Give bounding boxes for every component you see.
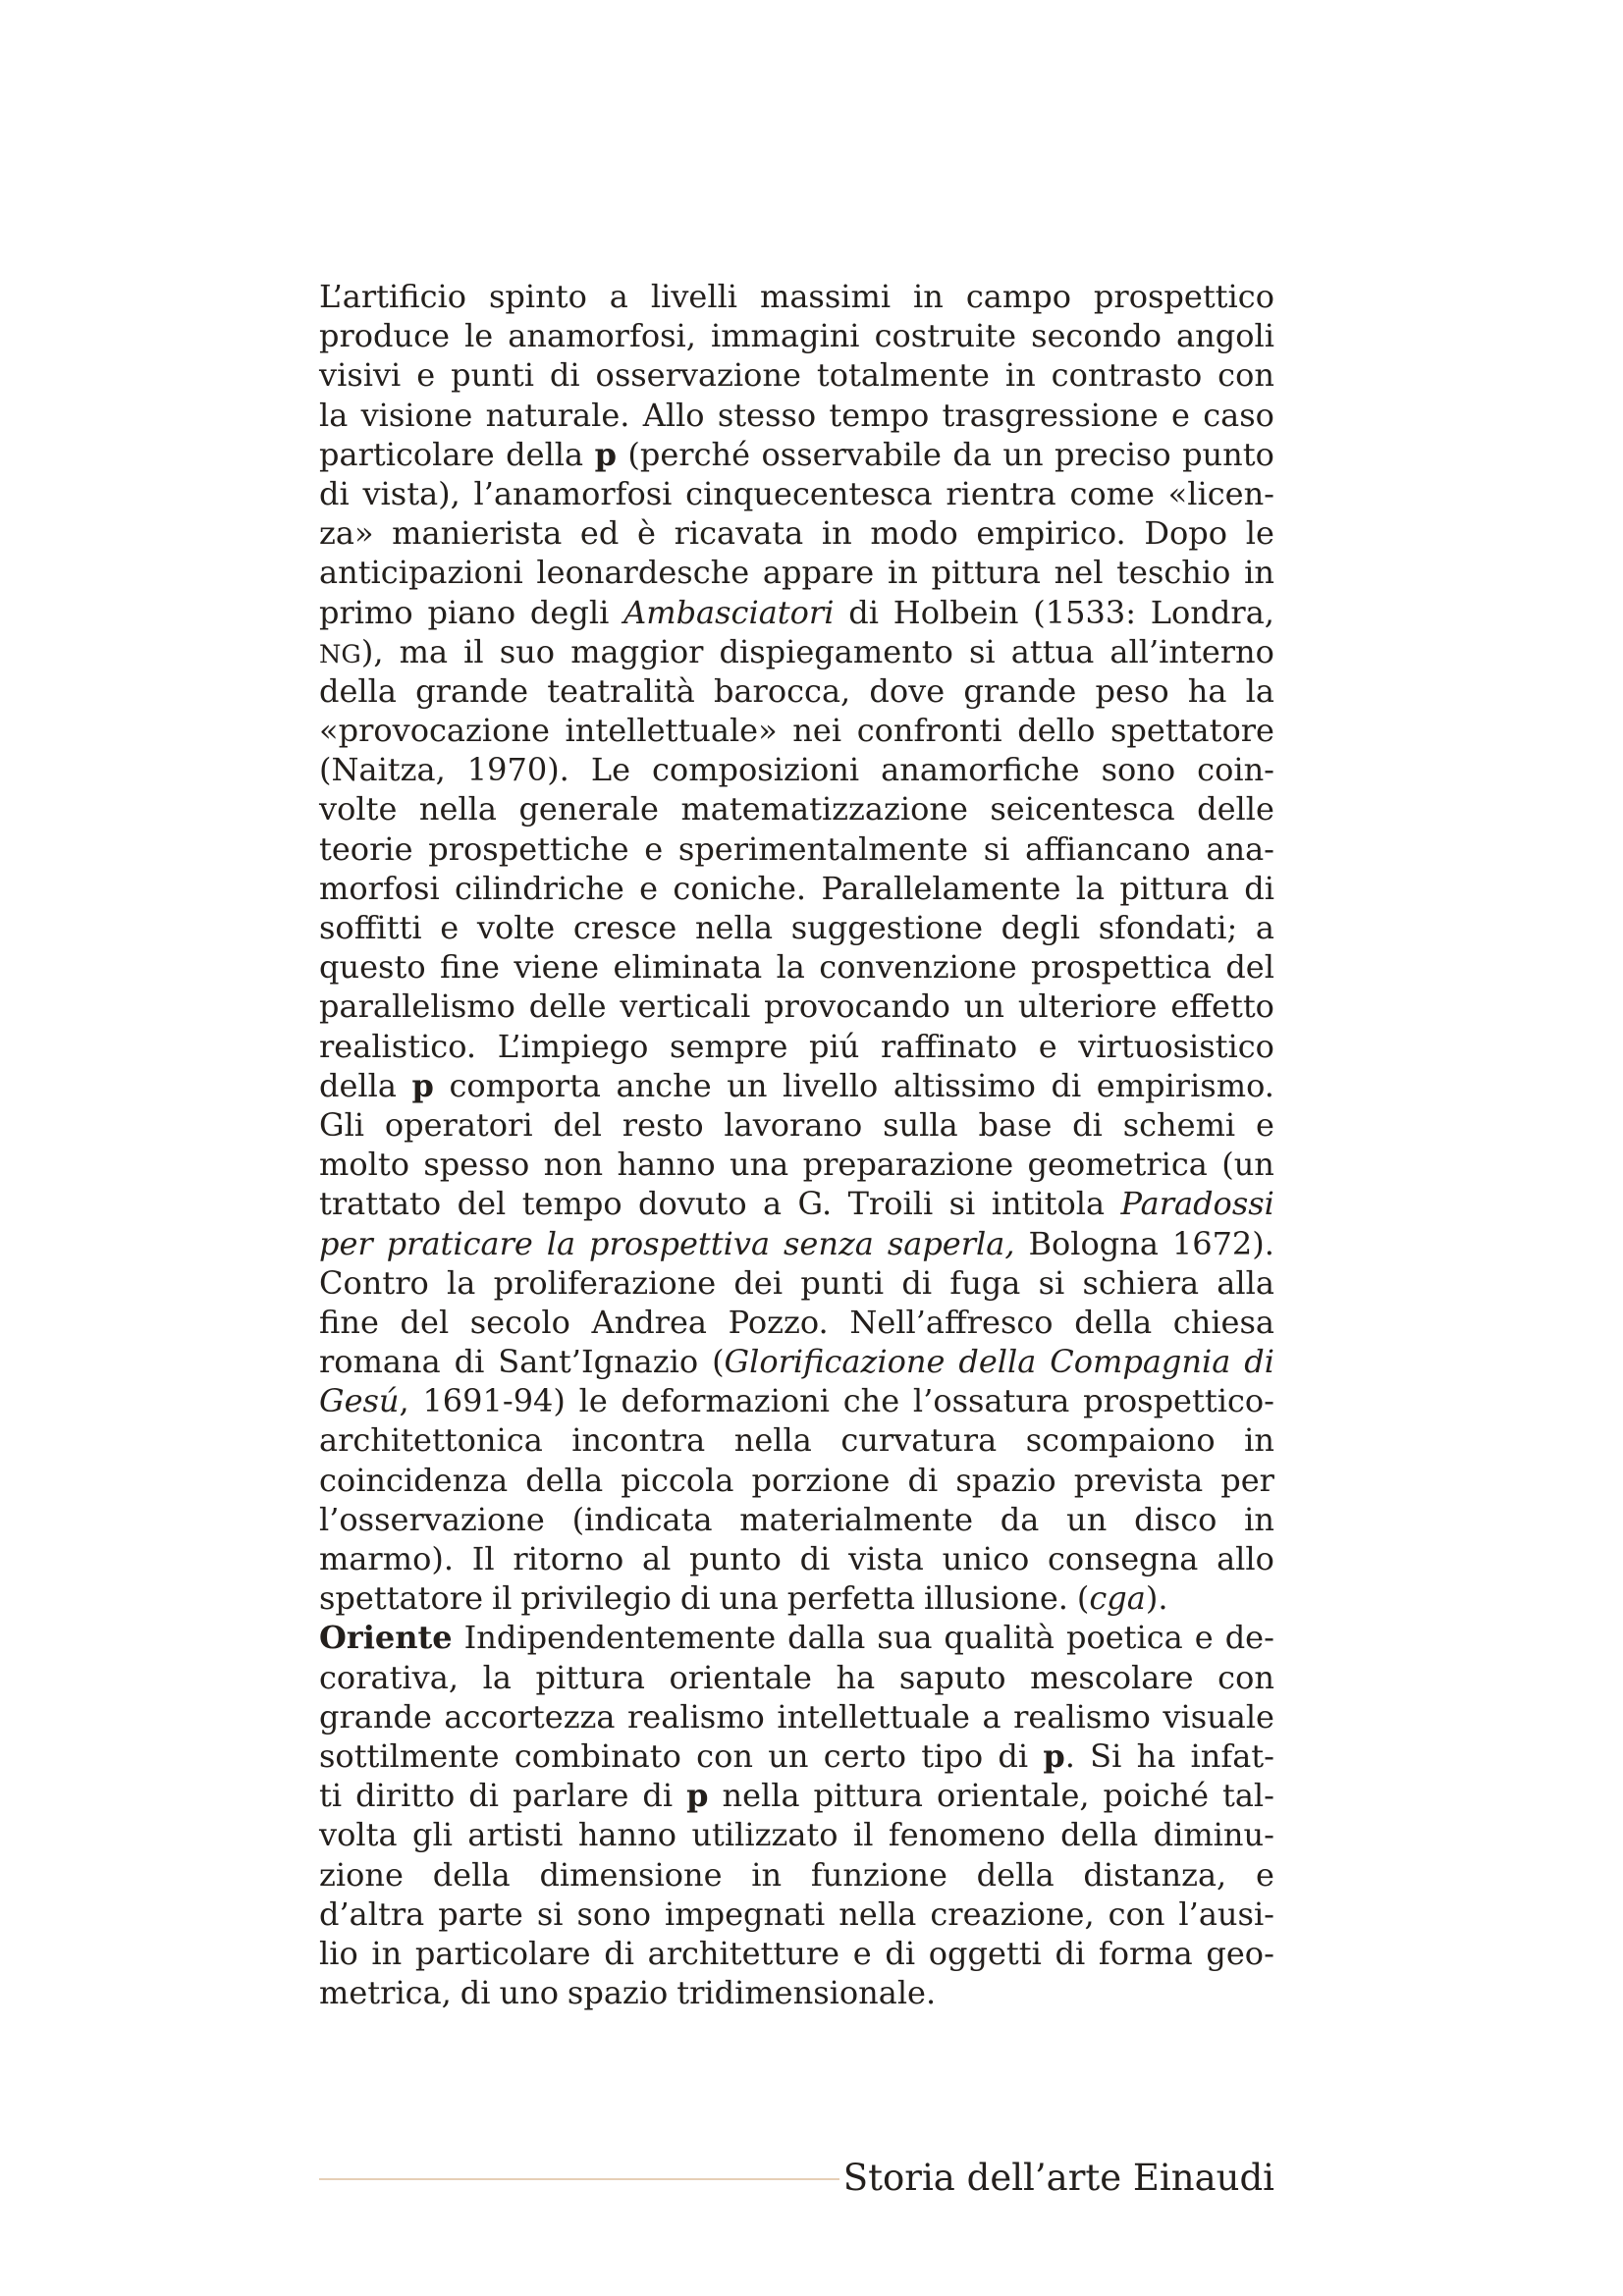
text-line: NG), ma il suo maggior dispiegamento si attua all’interno xyxy=(319,632,1274,670)
text-line: Gesú, 1691-94) le deformazioni che l’ossatura prospettico- xyxy=(319,1382,1274,1420)
text-line: grande accortezza realismo intellettuale a realismo visuale xyxy=(319,1697,1274,1735)
text-line: metrica, di uno spazio tridimensionale. xyxy=(319,1974,937,2012)
text-line: Gli operatori del resto lavorano sulla base di schemi e xyxy=(319,1105,1274,1144)
text-line: morfosi cilindriche e coniche. Parallelamente la pittura di xyxy=(319,869,1274,907)
text-line: marmo). Il ritorno al punto di vista unico consegna allo xyxy=(319,1540,1274,1577)
text-line: ti diritto di parlare di p nella pittura orientale, poiché tal- xyxy=(319,1777,1274,1815)
text-line: coincidenza della piccola porzione di spazio prevista per xyxy=(319,1461,1274,1499)
text-line: particolare della p (perché osservabile da un preciso punto xyxy=(319,435,1274,473)
text-line: «provocazione intellettuale» nei confronti dello spettatore xyxy=(319,712,1274,750)
footer-rule xyxy=(319,2178,839,2180)
text-line: romana di Sant’Ignazio (Glorificazione della Compagnia di xyxy=(319,1343,1274,1381)
text-line: Oriente Indipendentemente dalla sua qualità poetica e de- xyxy=(319,1619,1274,1657)
text-line: della p comporta anche un livello altissimo di empirismo. xyxy=(319,1066,1274,1104)
text-line: teorie prospettiche e sperimentalmente si affiancano ana- xyxy=(319,829,1274,868)
text-line: l’osservazione (indicata materialmente da un disco in xyxy=(319,1500,1274,1538)
text-line: sottilmente combinato con un certo tipo di p. Si ha infat- xyxy=(319,1736,1274,1775)
text-line: trattato del tempo dovuto a G. Troili si intitola Paradossi xyxy=(319,1185,1274,1223)
text-line: molto spesso non hanno una preparazione geometrica (un xyxy=(319,1146,1274,1184)
text-line: L’artificio spinto a livelli massimi in campo prospettico xyxy=(319,278,1274,315)
text-line: d’altra parte si sono impegnati nella creazione, con l’ausi- xyxy=(319,1895,1274,1933)
text-line: anticipazioni leonardesche appare in pittura nel teschio in xyxy=(319,554,1274,592)
text-line: soffitti e volte cresce nella suggestione degli sfondati; a xyxy=(319,909,1274,946)
text-line: realistico. L’impiego sempre piú raffinato e virtuosistico xyxy=(319,1027,1274,1065)
text-line: (Naitza, 1970). Le composizioni anamorfiche sono coin- xyxy=(319,751,1274,789)
text-line: parallelismo delle verticali provocando un ulteriore effetto xyxy=(319,988,1274,1026)
text-line: volta gli artisti hanno utilizzato il fenomeno della diminu- xyxy=(319,1816,1274,1854)
text-line: produce le anamorfosi, immagini costruite secondo angoli xyxy=(319,317,1274,355)
body-text xyxy=(319,277,1274,2012)
text-line: Contro la proliferazione dei punti di fuga si schiera alla xyxy=(319,1263,1274,1302)
text-line: zione della dimensione in funzione della distanza, e xyxy=(319,1855,1274,1894)
text-line: corativa, la pittura orientale ha saputo mescolare con xyxy=(319,1658,1274,1696)
text-line: architettonica incontra nella curvatura scompaiono in xyxy=(319,1421,1274,1460)
text-line: fine del secolo Andrea Pozzo. Nell’affresco della chiesa xyxy=(319,1303,1274,1341)
text-line: visivi e punti di osservazione totalmente in contrasto con xyxy=(319,356,1274,395)
text-line: lio in particolare di architetture e di oggetti di forma geo- xyxy=(319,1934,1274,1972)
text-line: volte nella generale matematizzazione seicentesca delle xyxy=(319,790,1274,828)
text-line: questo fine viene eliminata la convenzione prospettica del xyxy=(319,948,1274,987)
text-line: della grande teatralità barocca, dove grande peso ha la xyxy=(319,671,1274,710)
text-line: di vista), l’anamorfosi cinquecentesca rientra come «licen- xyxy=(319,474,1274,512)
text-line: per praticare la prospettiva senza saperla, Bologna 1672). xyxy=(319,1224,1274,1262)
text-line: primo piano degli Ambasciatori di Holbein (1533: Londra, xyxy=(319,593,1274,631)
footer-title: Storia dell’arte Einaudi xyxy=(842,2157,1274,2199)
text-line: za» manierista ed è ricavata in modo empirico. Dopo le xyxy=(319,514,1274,553)
text-line: la visione naturale. Allo stesso tempo trasgressione e caso xyxy=(319,396,1274,434)
text-line: spettatore il privilegio di una perfetta illusione. (cga). xyxy=(319,1579,1168,1618)
